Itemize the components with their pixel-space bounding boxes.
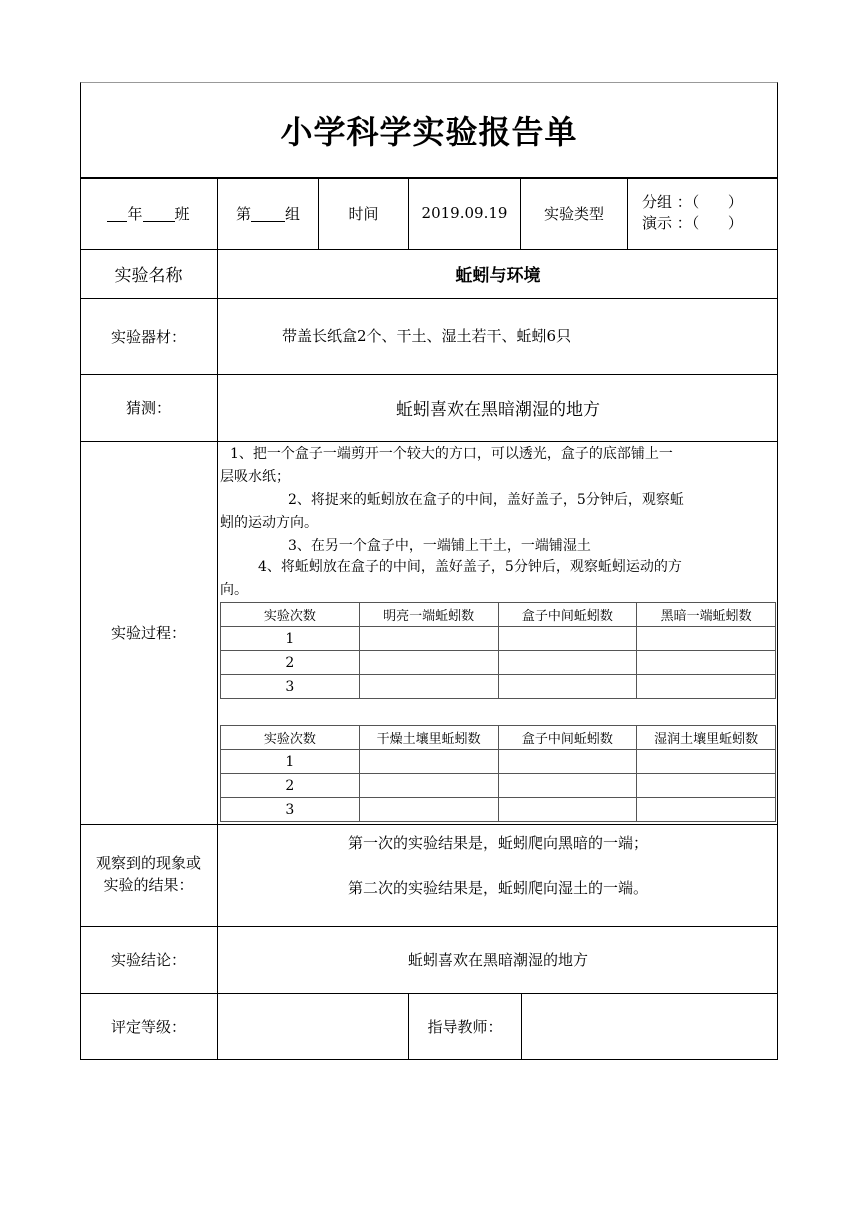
result-line-2: 第二次的实验结果是，蚯蚓爬向湿土的一端。 xyxy=(347,878,648,897)
grade-label: 评定等级： xyxy=(110,1018,186,1036)
table-cell[interactable] xyxy=(498,798,637,822)
table-header: 湿润土壤里蚯蚓数 xyxy=(637,726,776,750)
conclusion-value: 蚯蚓喜欢在黑暗潮湿的地方 xyxy=(407,951,588,969)
table-header: 干燥土壤里蚯蚓数 xyxy=(359,726,498,750)
table-cell[interactable] xyxy=(637,774,776,798)
conclusion-label: 实验结论： xyxy=(110,951,186,969)
name-label: 实验名称 xyxy=(114,266,183,286)
table-header: 盒子中间蚯蚓数 xyxy=(498,726,637,750)
process-step: 向。 xyxy=(220,582,248,598)
process-step: 层吸水纸； xyxy=(220,469,290,485)
table-row xyxy=(221,675,776,699)
table-header: 实验次数 xyxy=(221,603,360,627)
table-cell[interactable] xyxy=(498,774,637,798)
group-label: 组 xyxy=(285,204,301,223)
class-field xyxy=(80,177,217,249)
process-step: 1、把一个盒子一端剪开一个较大的方口，可以透光，盒子的底部铺上一 xyxy=(230,446,673,462)
year-label: 年 xyxy=(127,204,143,223)
process-step: 3、在另一个盒子中，一端铺上干土，一端铺湿土 xyxy=(288,538,591,554)
process-step: 4、将蚯蚓放在盒子的中间，盖好盖子，5分钟后，观察蚯蚓运动的方 xyxy=(258,559,682,575)
page-title: 小学科学实验报告单 xyxy=(280,112,578,151)
year-blank xyxy=(107,205,127,222)
trial-number: 2 xyxy=(221,651,360,675)
table-row xyxy=(221,627,776,651)
table-row xyxy=(221,651,776,675)
table-cell[interactable] xyxy=(359,675,498,699)
table-header: 黑暗一端蚯蚓数 xyxy=(637,603,776,627)
guess-value: 蚯蚓喜欢在黑暗潮湿的地方 xyxy=(396,400,600,420)
table-cell[interactable] xyxy=(359,627,498,651)
results-label xyxy=(80,824,217,926)
table-cell[interactable] xyxy=(498,750,637,774)
trial-number: 1 xyxy=(221,627,360,651)
table-row xyxy=(221,774,776,798)
result-line-1: 第一次的实验结果是，蚯蚓爬向黑暗的一端； xyxy=(347,833,648,852)
table-cell[interactable] xyxy=(359,798,498,822)
table-cell[interactable] xyxy=(637,675,776,699)
class-label: 班 xyxy=(174,204,190,223)
name-value: 蚯蚓与环境 xyxy=(455,266,541,286)
guess-label: 猜测： xyxy=(125,399,171,417)
table-cell[interactable] xyxy=(498,651,637,675)
time-label: 时间 xyxy=(348,204,379,223)
grade-value[interactable] xyxy=(218,993,408,1060)
class-blank xyxy=(143,205,175,222)
table-header: 明亮一端蚯蚓数 xyxy=(359,603,498,627)
results-label-line: 观察到的现象或 xyxy=(95,854,201,872)
table-cell[interactable] xyxy=(359,750,498,774)
process-step: 2、将捉来的蚯蚓放在盒子的中间，盖好盖子，5分钟后，观察蚯 xyxy=(288,492,684,508)
type-options xyxy=(628,177,778,249)
type-group-option: 分组 ：（ ） xyxy=(642,193,743,211)
trial-number: 2 xyxy=(221,774,360,798)
teacher-value[interactable] xyxy=(522,993,778,1060)
result-table-light xyxy=(220,602,776,699)
table-cell[interactable] xyxy=(637,750,776,774)
materials-value: 带盖长纸盒2个、干土、湿土若干、蚯蚓6只 xyxy=(282,327,572,345)
table-cell[interactable] xyxy=(498,675,637,699)
results-label-line: 实验的结果： xyxy=(103,876,194,894)
trial-number: 1 xyxy=(221,750,360,774)
group-blank xyxy=(251,205,285,222)
table-header-row xyxy=(221,726,776,750)
table-cell[interactable] xyxy=(637,627,776,651)
teacher-label: 指导教师： xyxy=(427,1018,503,1036)
table-cell[interactable] xyxy=(359,774,498,798)
result-table-moisture xyxy=(220,725,776,822)
date-value: 2019.09.19 xyxy=(421,204,508,222)
table-header: 实验次数 xyxy=(221,726,360,750)
table-cell[interactable] xyxy=(637,798,776,822)
table-cell[interactable] xyxy=(359,651,498,675)
type-label: 实验类型 xyxy=(543,204,604,223)
table-cell[interactable] xyxy=(498,627,637,651)
table-row xyxy=(221,798,776,822)
table-row xyxy=(221,750,776,774)
process-step: 蚓的运动方向。 xyxy=(220,515,318,531)
trial-number: 3 xyxy=(221,798,360,822)
lab-report-sheet xyxy=(80,82,778,1060)
table-cell[interactable] xyxy=(637,651,776,675)
group-prefix: 第 xyxy=(235,204,251,223)
group-field xyxy=(218,177,318,249)
trial-number: 3 xyxy=(221,675,360,699)
process-label: 实验过程： xyxy=(110,624,186,642)
table-header-row xyxy=(221,603,776,627)
materials-label: 实验器材： xyxy=(110,327,186,346)
table-header: 盒子中间蚯蚓数 xyxy=(498,603,637,627)
type-demo-option: 演示 ：（ ） xyxy=(642,214,743,232)
